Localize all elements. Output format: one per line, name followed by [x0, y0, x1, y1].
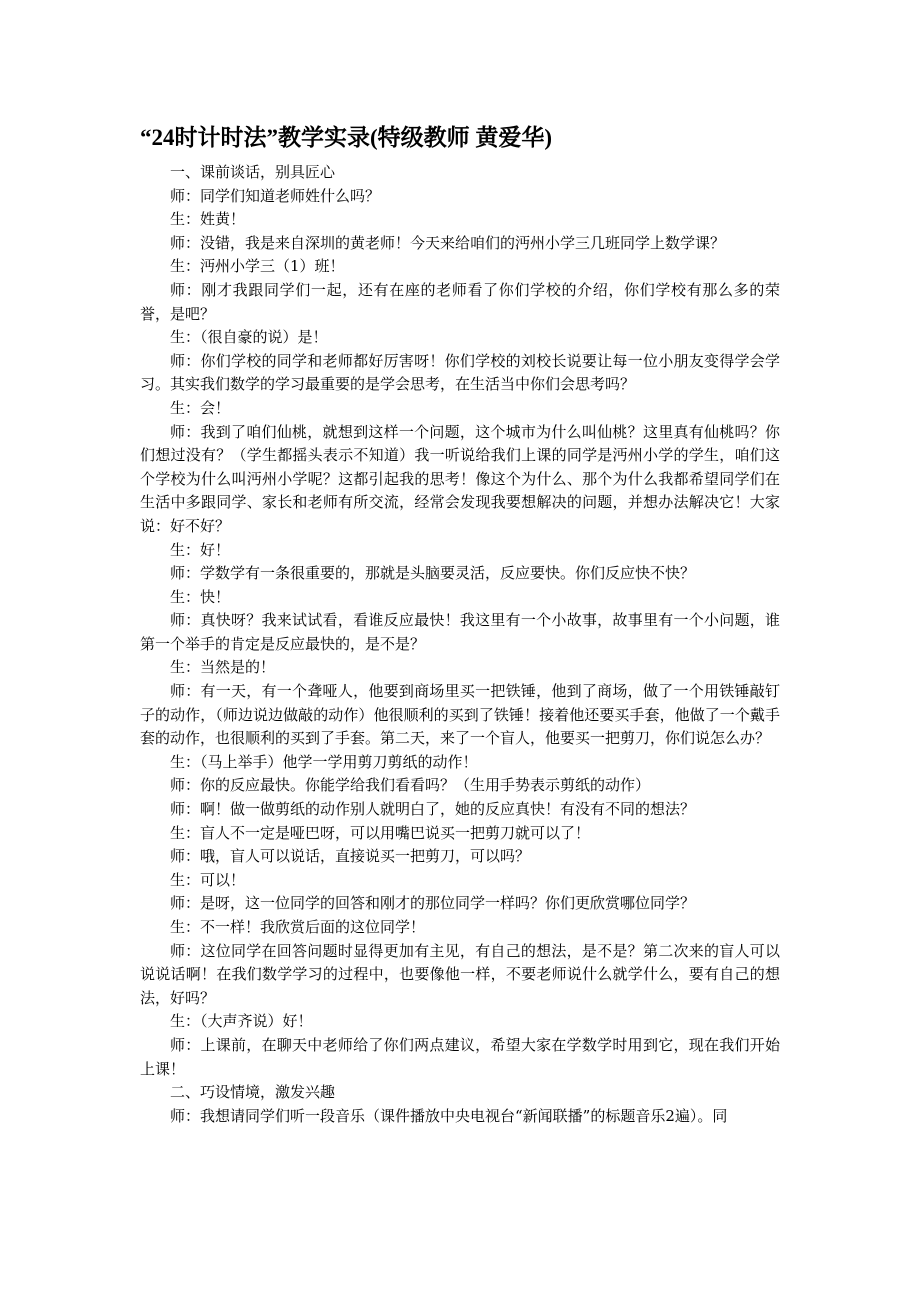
paragraph: 生：好！: [170, 540, 231, 559]
paragraph: 师：刚才我跟同学们一起，还有在座的老师看了你们学校的介绍，你们学校有那么多的荣誉，是吧？: [140, 280, 780, 323]
paragraph: 师：没错，我是来自深圳的黄老师！今天来给咱们的沔州小学三几班同学上数学课？: [170, 233, 726, 252]
paragraph: 师：你们学校的同学和老师都好厉害呀！你们学校的刘校长说要让每一位小朋友变得学会学习。其实我们数学的学习最重要的是学会思考，在生活当中你们会思考吗？: [140, 351, 780, 394]
paragraph: 生：当然是的！: [170, 658, 276, 677]
paragraph: 生：会！: [170, 398, 231, 417]
paragraph: 生：（很自豪的说）是！: [170, 328, 328, 347]
document-title: “24时计时法”教学实录(特级教师 黄爱华): [140, 125, 553, 150]
section-heading: 二、巧设情境，激发兴趣: [170, 1083, 336, 1102]
paragraph: 生：不一样！我欣赏后面的这位同学！: [170, 918, 426, 936]
paragraph: 生：可以！: [170, 870, 246, 889]
paragraph: 一、课前谈话，别具匠心: [170, 163, 336, 181]
paragraph: 师：学数学有一条很重要的，那就是头脑要灵活，反应要快。你们反应快不快？: [170, 564, 696, 583]
paragraph: 生：（大声齐说）好！: [170, 1012, 313, 1031]
paragraph: 师：同学们知道老师姓什么吗？: [170, 186, 381, 205]
paragraph: 师：你的反应最快。你能学给我们看看吗？（生用手势表示剪纸的动作）: [170, 776, 651, 795]
paragraph: 生：沔州小学三（1）班！: [170, 257, 345, 276]
paragraph: 生：盲人不一定是哑巴呀，可以用嘴巴说买一把剪刀就可以了！: [170, 823, 591, 842]
paragraph: 生：（马上举手）他学一学用剪刀剪纸的动作！: [170, 752, 478, 771]
paragraph: 师：这位同学在回答问题时显得更加有主见，有自己的想法，是不是？第二次来的盲人可以说说话啊！在我们数学学习的过程中，也要像他一样，不要老师说什么就学什么，要有自己的想法，好吗？: [140, 941, 780, 1007]
paragraph: 师：我到了咱们仙桃，就想到这样一个问题，这个城市为什么叫仙桃？这里真有仙桃吗？你们想过没有？（学生都摇头表示不知道）我一听说给我们上课的同学是沔州小学的学生，咱们这个学校为什么叫沔州小学呢？这都引起我的思考！像这个为什么、那个为什么我都希望同学们在生活中多跟同学、家长和老师有所交流，经常会发现我要想解决的问题，并想办法解决它！大家说：好不好？: [140, 422, 780, 535]
paragraph: 师：上课前，在聊天中老师给了你们两点建议，希望大家在学数学时用到它，现在我们开始上课！: [140, 1035, 780, 1078]
paragraph: 师：啊！做一做剪纸的动作别人就明白了，她的反应真快！有没有不同的想法？: [170, 800, 696, 819]
paragraph: 师：哦，盲人可以说话，直接说买一把剪刀，可以吗？: [170, 847, 531, 866]
paragraph: 生：快！: [170, 587, 231, 606]
paragraph: 生：姓黄！: [170, 210, 246, 229]
paragraph: 师：有一天，有一个聋哑人，他要到商场里买一把铁锤，他到了商场，做了一个用铁锤敲钉子的动作，（师边说边做敲的动作）他很顺利的买到了铁锤！接着他还要买手套，他做了一个戴手套的动作，也很顺利的买到了手套。第二天，来了一个盲人，他要买一把剪刀，你们说怎么办？: [140, 682, 780, 748]
paragraph: 师：是呀，这一位同学的回答和刚才的那位同学一样吗？你们更欣赏哪位同学？: [170, 894, 696, 913]
paragraph: 师：我想请同学们听一段音乐（课件播放中央电视台“新闻联播”的标题音乐2遍）。同: [170, 1106, 728, 1125]
paragraph: 师：真快呀？我来试试看，看谁反应最快！我这里有一个小故事，故事里有一个小问题，谁第一个举手的肯定是反应最快的，是不是？: [140, 611, 780, 653]
document-body: [140, 161, 780, 1128]
